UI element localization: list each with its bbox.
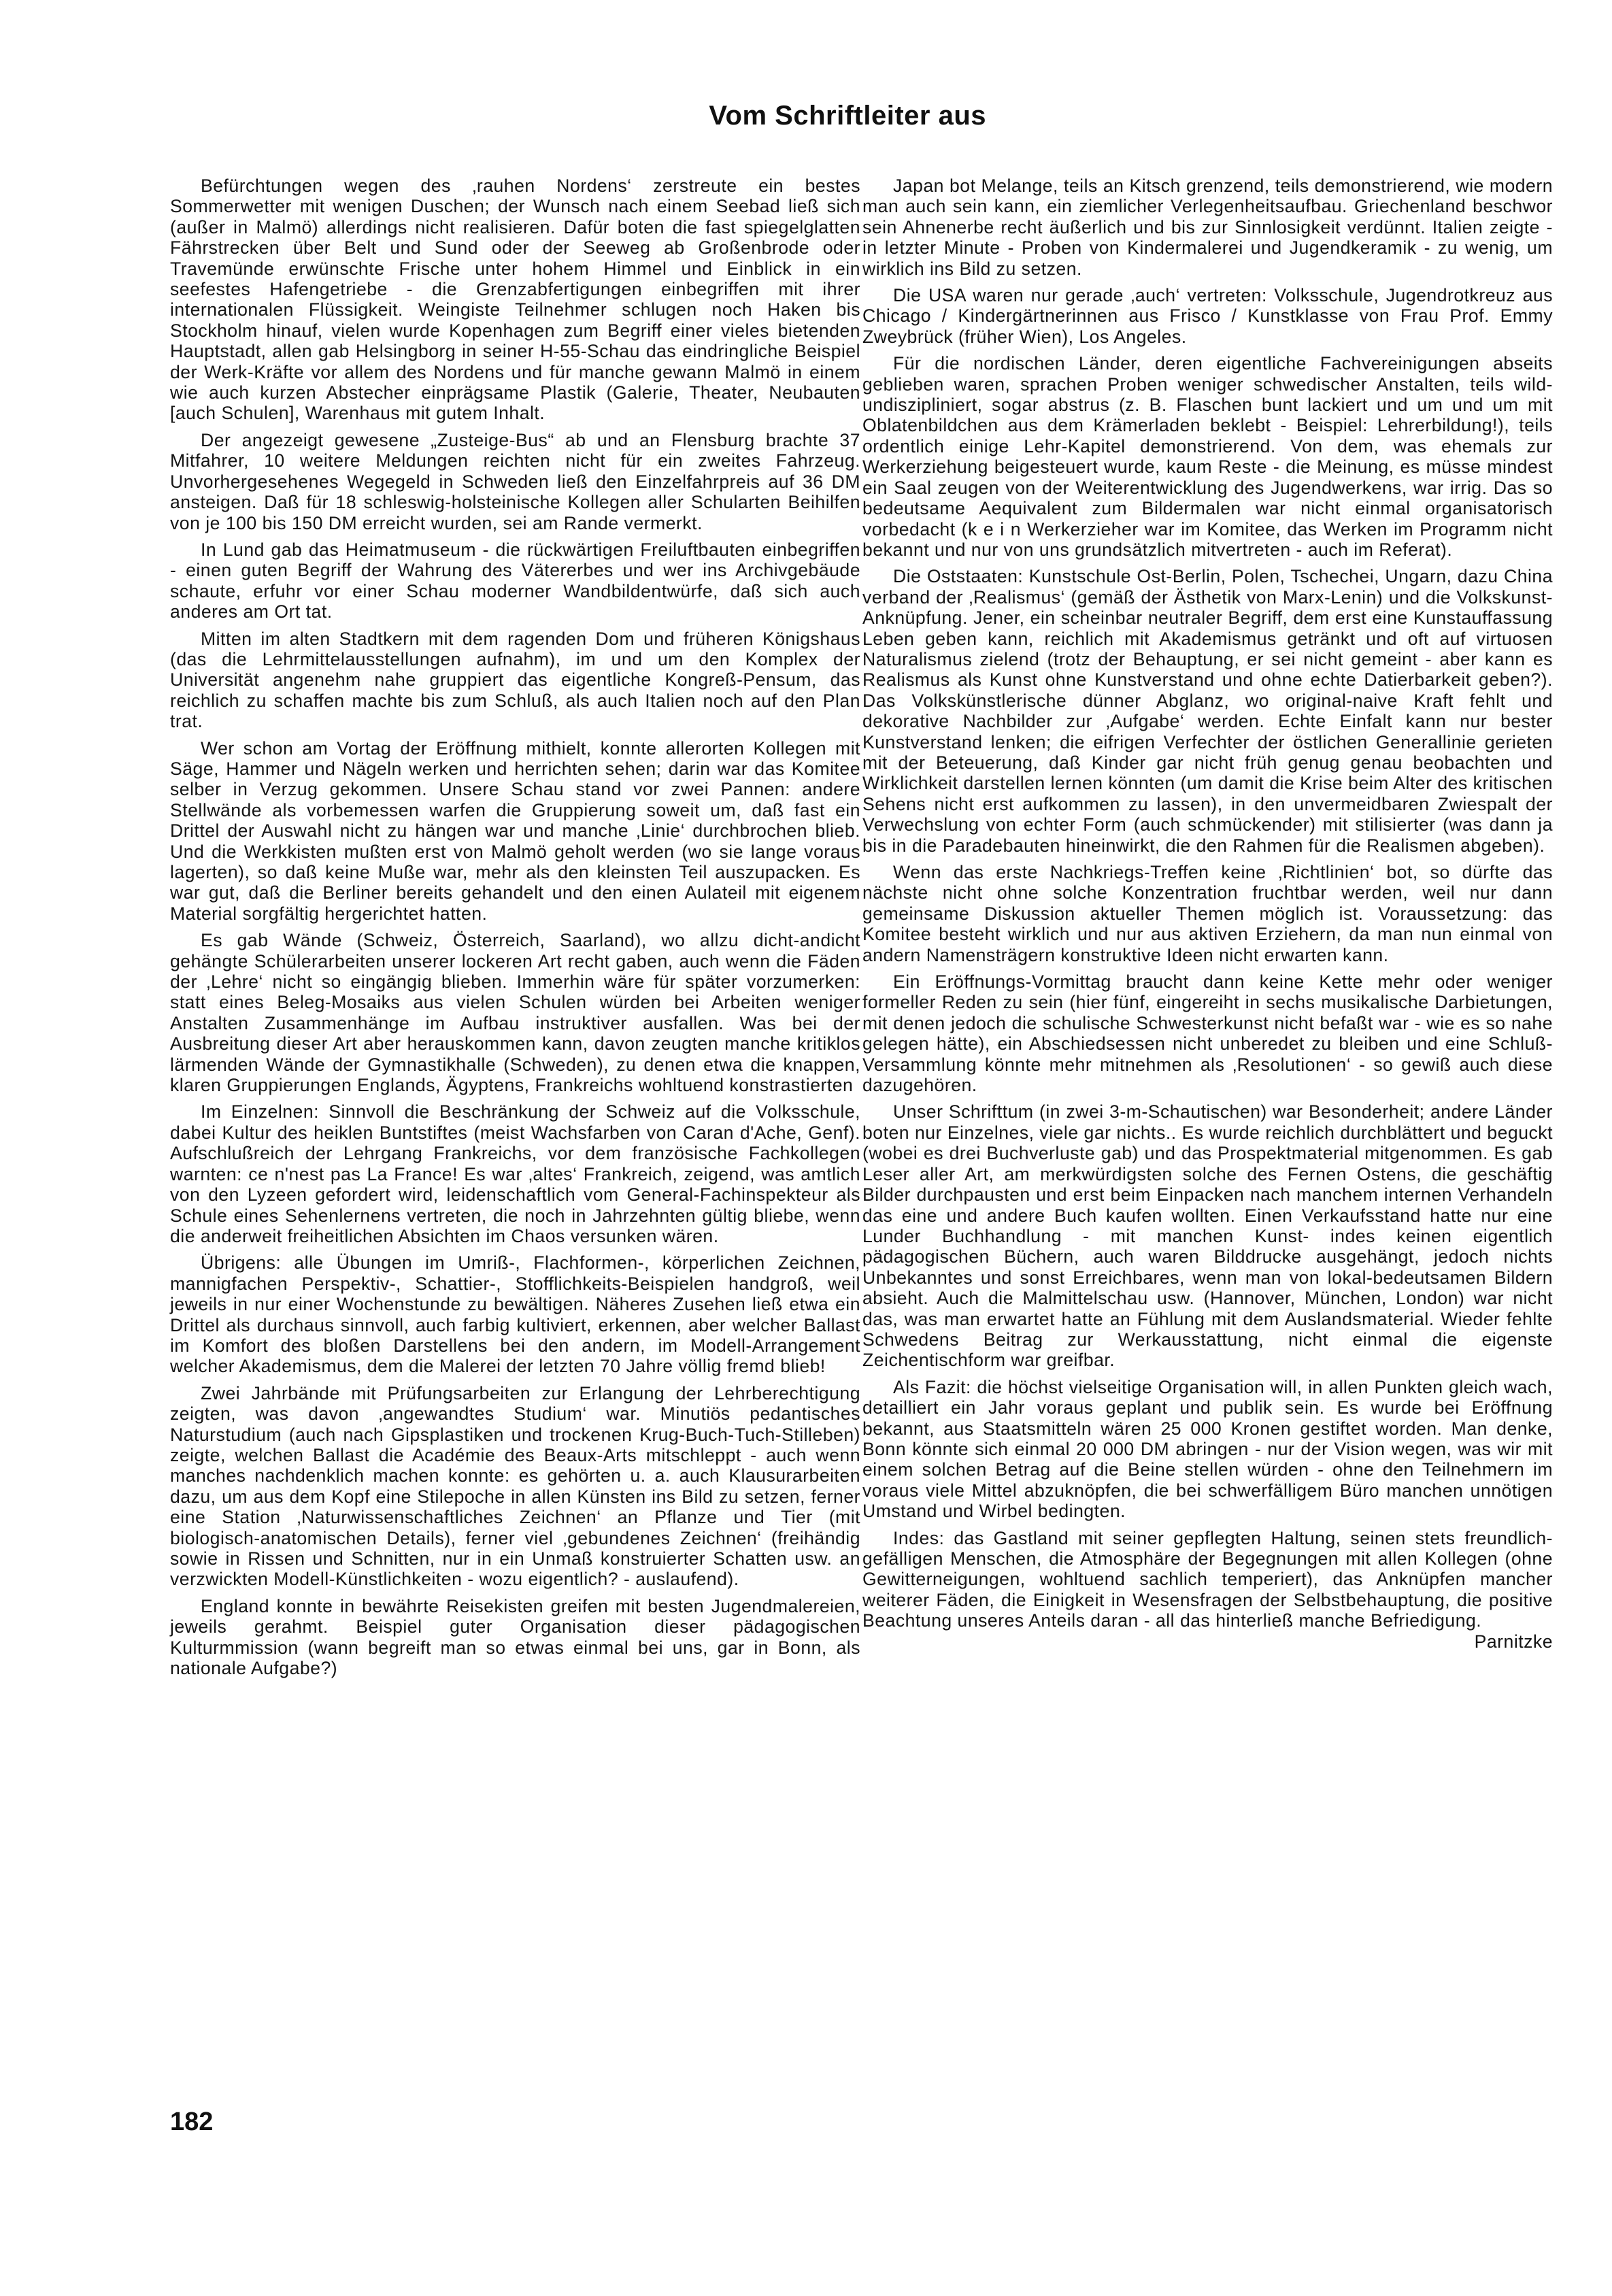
paragraph: Zwei Jahrbände mit Prüfungsarbeiten zur Erlangung der Lehrberechtigung zeigten, was davon ‚angewandtes Studium‘ war. Minutiös pedantisches Naturstudium (auch nach Gipsplastiken und trockenen Krug-Buch-Tuch-Stilleben) zeigte, welchen Ballast die Académie des Beaux-Arts mitschleppt - auch wenn manches nachdenklich machen konnte: es gehörten u. a. auch Klausurarbeiten dazu, um aus dem Kopf eine Stilepoche in allen Künsten ins Bild zu setzen, ferner eine Station ‚Naturwissenschaftliches Zeichnen‘ an Pflanze und Tier (mit biologisch-anatomischen Details), ferner viel ‚gebundenes Zeichnen‘ (freihändig sowie in Rissen und Schnitten, nur in ein Unmaß konstruierter Schatten usw. an verzwickten Modell-Künstlichkeiten - wozu eigentlich? - auslaufend).	[170, 1382, 860, 1590]
author-signature: Parnitzke	[1474, 1631, 1553, 1652]
paragraph: Im Einzelnen: Sinnvoll die Beschränkung der Schweiz auf die Volksschule, dabei Kultur des heiklen Buntstiftes (meist Wachsfarben von Caran d'Ache, Genf). Aufschlußreich der Lehrgang Frankreichs, vor dem französische Fachkollegen warnten: ce n'nest pas La France! Es war ‚altes‘ Frankreich, zeigend, was amtlich von den Lyzeen gefordert wird, leidenschaftlich vom General-Fachinspekteur als Schule eines Sehenlernens vertreten, die noch in Jahrzehnten gültig bliebe, wenn die anderweit freiheitlichen Absichten im Chaos versunken wären.	[170, 1101, 860, 1246]
paragraph: Befürchtungen wegen des ‚rauhen Nordens‘ zerstreute ein bestes Sommerwetter mit wenigen Duschen; der Wunsch nach einem Seebad ließ sich (außer in Malmö) allerdings nicht realisieren. Dafür boten die fast spiegelglatten Fährstrecken über Belt und Sund oder der Seeweg ab Großenbrode oder Travemünde erwünschte Frische unter hohem Himmel und Einblick in ein seefestes Hafengetriebe - die Grenzabfertigungen einbegriffen mit ihrer internationalen Flüssigkeit. Weingiste Teilnehmer schlugen noch Haken bis Stockholm hinauf, vielen wurde Kopenhagen zum Begriff einer vieles bietenden Hauptstadt, allen gab Helsingborg in seiner H-55-Schau das eindringliche Beispiel der Werk-Kräfte vor allem des Nordens und für manche gewann Malmö in einem wie auch kurzen Abstecher einprägsame Plastik (Galerie, Theater, Neubauten [auch Schulen], Warenhaus mit gutem Inhalt.	[170, 176, 860, 424]
page-title: Vom Schriftleiter aus	[709, 101, 986, 131]
paragraph: Die Oststaaten: Kunstschule Ost-Berlin, Polen, Tschechei, Ungarn, dazu China verband der ‚Realismus‘ (gemäß der Ästhetik von Marx-Lenin) und die Volkskunst-Anknüpfung. Jener, ein scheinbar neutraler Begriff, dem erst eine Kunstauffassung Leben geben kann, reichlich mit Akademismus getränkt und oft auf virtuosen Naturalismus zielend (trotz der Behauptung, er sei nicht gemeint - aber kann es Realismus als Kunst ohne Kunstverstand und ohne echte Datierbarkeit geben?). Das Volkskünstlerische dünner Abglanz, wo original-naive Kraft fehlt und dekorative Nachbilder zur ‚Aufgabe‘ werden. Echte Einfalt kann nur bester Kunstverstand lenken; die eifrigen Verfechter der östlichen Generallinie gerieten mit der Beteuerung, daß Kinder gar nicht früh genug genau beobachten und Wirklichkeit darstellen lernen könnten (um damit die Krise beim Alter des kritischen Sehens nicht erst aufkommen zu lassen), in den unvermeidbaren Zwiespalt der Verwechslung von echter Form (auch schmückender) mit stilisierter (was dann ja bis in die Paradebauten hineinwirkt, die den Rahmen für die Realismen abgeben).	[862, 566, 1553, 856]
paragraph: Der angezeigt gewesene „Zusteige-Bus“ ab und an Flensburg brachte 37 Mitfahrer, 10 weitere Meldungen reichten nicht für ein zweites Fahrzeug. Unvorhergesehenes Wegegeld in Schweden ließ den Einzelfahrpreis auf 36 DM ansteigen. Daß für 18 schleswig-holsteinische Kollegen aller Schularten Beihilfen von je 100 bis 150 DM erreicht wurden, sei am Rande vermerkt.	[170, 429, 860, 533]
paragraph: England konnte in bewährte Reisekisten greifen mit besten Jugendmalereien, jeweils gerahmt. Beispiel guter Organisation dieser pädagogischen Kulturmmission (wann begreift man so etwas einmal bei uns, gar in Bonn, als nationale Aufgabe?)	[170, 1595, 860, 1679]
paragraph: Unser Schrifttum (in zwei 3-m-Schautischen) war Besonderheit; andere Länder boten nur Einzelnes, viele gar nichts.. Es wurde reichlich durchblättert und beguckt (wobei es drei Buchverluste gab) und das Prospektmaterial mitgenommen. Es gab Leser aller Art, am merkwürdigsten solche des Fernen Ostens, die geschäftig Bilder durchpausten und erst beim Einpacken nach manchem internen Verhandeln das eine und andere Buch kaufen wollten. Einen Verkaufsstand hatte nur eine Lunder Buchhandlung - mit manchen Kunst- indes keinen eigentlich pädagogischen Büchern, auch waren Bilddrucke ausgehängt, jedoch nichts Unbekanntes und sonst Erreichbares, wenn man von lokal-bedeutsamen Bildern absieht. Auch die Malmittelschau usw. (Hannover, München, London) war nicht das, was man erwartet hatte an Fühlung mit dem Auslandsmaterial. Wieder fehlte Schwedens Beitrag zur Werkausstattung, nicht einmal die eigenste Zeichentischform war greifbar.	[862, 1101, 1553, 1371]
left-text-column	[170, 176, 860, 1684]
paragraph: Japan bot Melange, teils an Kitsch grenzend, teils demonstrierend, wie modern man auch sein kann, ein ziemlicher Verlegenheitsaufbau. Griechenland beschwor sein Ahnenerbe recht äußerlich und bis zur Sinnlosigkeit verdünnt. Italien zeigte - in letzter Minute - Proben von Kindermalerei und Jugendkeramik - zu wenig, um wirklich ins Bild zu setzen.	[862, 176, 1553, 279]
paragraph: Wer schon am Vortag der Eröffnung mithielt, konnte allerorten Kollegen mit Säge, Hammer und Nägeln werken und herrichten sehen; darin war das Komitee selber in Verzug gekommen. Unsere Schau stand vor zwei Pannen: andere Stellwände als vorbemessen warfen die Gruppierung soweit um, daß fast ein Drittel der Auswahl nicht zu hängen war und manche ‚Linie‘ durchbrochen blieb. Und die Werkkisten mußten erst von Malmö geholt werden (wo sie lange voraus lagerten), so daß keine Muße war, mehr als den kleinsten Teil auszupacken. Es war gut, daß die Berliner bereits gehandelt und den einen Aulateil mit eigenem Material sorgfältig hergerichtet hatten.	[170, 737, 860, 924]
right-text-column	[862, 176, 1553, 1652]
paragraph: Übrigens: alle Übungen im Umriß-, Flachformen-, körperlichen Zeichnen, mannigfachen Perspektiv-, Schattier-, Stofflichkeits-Beispielen handgroß, weil jeweils in nur einer Wochenstunde zu bewältigen. Näheres Zusehen ließ etwa ein Drittel als durchaus sinnvoll, auch farbig kultiviert, erkennen, aber welcher Ballast im Komfort des bloßen Darstellens bei den andern, im Modell-Arrangement welcher Akademismus, dem die Malerei der letzten 70 Jahre völlig fremd blieb!	[170, 1252, 860, 1377]
paragraph: Ein Eröffnungs-Vormittag braucht dann keine Kette mehr oder weniger formeller Reden zu sein (hier fünf, eingereiht in sechs musikalische Darbietungen, mit denen jedoch die schulische Schwesterkunst nicht befaßt war - wie es so nahe gelegen hätte), ein Abschiedsessen nicht unberedet zu bleiben und eine Schluß-Versammlung könnte mehr mitnehmen als ‚Resolutionen‘ - so gewiß auch diese dazugehören.	[862, 971, 1553, 1096]
paragraph: Wenn das erste Nachkriegs-Treffen keine ‚Richtlinien‘ bot, so dürfte das nächste nicht ohne solche Konzentration fruchtbar werden, weil nur dann gemeinsame Diskussion aktueller Themen möglich ist. Voraussetzung: das Komitee besteht wirklich und nur aus aktiven Erziehern, da man nun einmal von andern Namensträgern konstruktive Ideen nicht erwarten kann.	[862, 862, 1553, 965]
closing-paragraph	[862, 1527, 1553, 1652]
paragraph: Die USA waren nur gerade ‚auch‘ vertreten: Volksschule, Jugendrotkreuz aus Chicago / Kindergärtnerinnen aus Frisco / Kunstklasse von Frau Prof. Emmy Zweybrück (früher Wien), Los Angeles.	[862, 285, 1553, 347]
closing-text: Indes: das Gastland mit seiner gepflegten Haltung, seinen stets freundlich-gefälligen Menschen, die Atmosphäre der Begegnungen mit allen Kollegen (ohne Gewitterneigungen, wohltuend sachlich temperiert), das Anknüpfen mancher weiterer Fäden, die Einigkeit in Wesensfragen der Selbstbehauptung, die positive Beachtung unseres Anteils daran - all das hinterließ manche Befriedigung.	[862, 1527, 1553, 1631]
page-number: 182	[170, 2108, 214, 2136]
paragraph: Als Fazit: die höchst vielseitige Organisation will, in allen Punkten gleich wach, detailliert ein Jahr voraus geplant und publik sein. Es wurde bei Eröffnung bekannt, aus Staatsmitteln wären 25 000 Kronen gestiftet worden. Man denke, Bonn könnte sich einmal 20 000 DM abringen - nur der Vision wegen, was wir mit einem solchen Betrag auf die Beine stellen würden - ohne den Teilnehmern im voraus viele Mittel abzuknöpfen, die bei schwerfälligem Büro manchen unnötigen Umstand und Wirbel bedingten.	[862, 1376, 1553, 1522]
paragraph: In Lund gab das Heimatmuseum - die rückwärtigen Freiluftbauten einbegriffen - einen guten Begriff der Wahrung des Vätererbes und wer ins Archivgebäude schaute, erfuhr vor einer Schau moderner Wandbildentwürfe, daß sich auch anderes am Ort tat.	[170, 539, 860, 622]
paragraph: Es gab Wände (Schweiz, Österreich, Saarland), wo allzu dicht-andicht gehängte Schülerarbeiten unserer lockeren Art recht gaben, auch wenn die Fäden der ‚Lehre‘ nicht so eingängig blieben. Immerhin wäre für später vorzumerken: statt eines Beleg-Mosaiks aus vielen Schulen würden bei Arbeiten weniger Anstalten Zusammenhänge im Aufbau instruktiver ausfallen. Was bei der Ausbreitung dieser Art aber herauskommen kann, davon zeugten manche kritiklos lärmenden Wände der Gymnastikhalle (Schweden), zu denen etwa die knappen, klaren Gruppierungen Englands, Ägyptens, Frankreichs wohltuend konstrastierten	[170, 930, 860, 1096]
paragraph: Für die nordischen Länder, deren eigentliche Fachvereinigungen abseits geblieben waren, sprachen Proben weniger schwedischer Anstalten, teils wild-undiszipliniert, sogar abstrus (z. B. Flaschen bunt lackiert und um und um mit Oblatenbildchen aus dem Krämerladen beklebt - Beispiel: Lehrerbildung!), teils ordentlich einige Lehr-Kapitel demonstrierend. Von dem, was ehemals zur Werkerziehung beigesteuert wurde, kaum Reste - die Meinung, es müsse mindest ein Saal zeugen von der Weiterentwicklung des Jugendwerkens, war irrig. Das so bedeutsame Aequivalent zum Bildermalen war nicht einmal organisatorisch vorbedacht (k e i n Werkerzieher war im Komitee, das Werken im Programm nicht bekannt und nur von uns grundsätzlich mitvertreten - auch im Referat).	[862, 353, 1553, 560]
paragraph: Mitten im alten Stadtkern mit dem ragenden Dom und früheren Königshaus (das die Lehrmittelausstellungen aufnahm), im und um den Komplex der Universität angenehm nahe gruppiert das eigentliche Kongreß-Pensum, das reichlich zu schaffen machte bis zum Schluß, als auch Italien noch auf den Plan trat.	[170, 628, 860, 732]
